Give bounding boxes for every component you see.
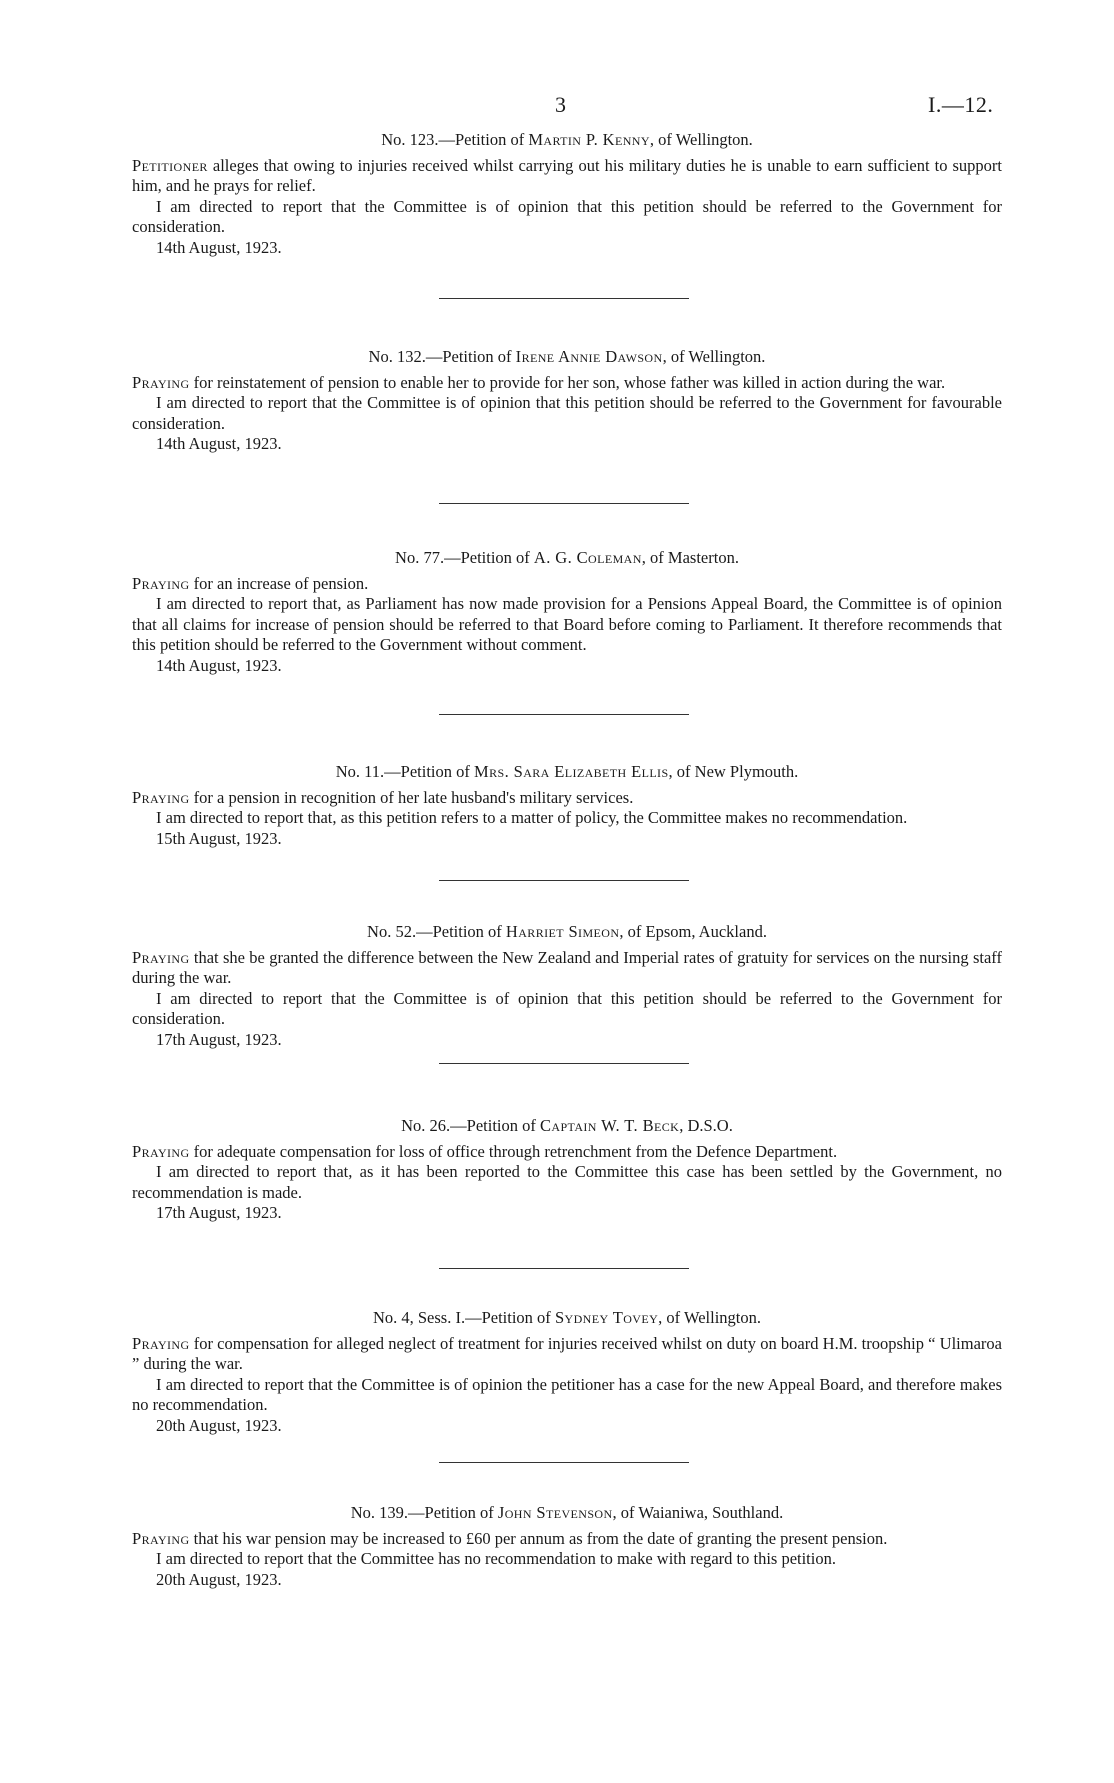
petition-title: No. 26.—Petition of Captain W. T. Beck, D.S.O. [401,1116,733,1135]
petitioner-name: Irene Annie Dawson [515,347,663,366]
petition-title: No. 139.—Petition of John Stevenson, of Waianiwa, Southland. [350,1503,784,1522]
section-divider [439,1063,689,1064]
report-date: 17th August, 1923. [156,1203,282,1222]
petition-entry [132,130,1002,258]
petition-entry [132,1503,1002,1590]
report-date: 20th August, 1923. [156,1569,282,1589]
petition-title: No. 52.—Petition of Harriet Simeon, of Epsom, Auckland. [367,922,767,941]
report-date: 17th August, 1923. [156,1029,282,1049]
petition-entry [132,762,1002,849]
petition-prayer: Praying for an increase of pension. [132,573,369,593]
petition-entry [132,922,1002,1050]
petition-prayer: Praying that his war pension may be increased to £60 per annum as from the date of granting the present pension. [132,1528,888,1548]
petition-prayer: Praying for a pension in recognition of her late husband's military services. [132,787,634,807]
report-date: 15th August, 1923. [156,828,282,848]
section-divider [439,1462,689,1463]
petitioner-name: Harriet Simeon [505,922,620,941]
petition-title: No. 123.—Petition of Martin P. Kenny, of Wellington. [381,130,753,149]
page-number: 3 [555,92,566,117]
petitioner-name: John Stevenson [497,1503,613,1522]
report-date: 14th August, 1923. [156,237,282,257]
petitioner-name: Martin P. Kenny [528,130,650,149]
petition-title: No. 11.—Petition of Mrs. Sara Elizabeth Ellis, of New Plymouth. [335,762,799,781]
petition-entry [132,1116,1002,1224]
petition-title: No. 4, Sess. I.—Petition of Sydney Tovey, of Wellington. [372,1308,762,1327]
document-reference: I.—12. [928,92,994,117]
section-divider [439,880,689,881]
section-divider [439,298,689,299]
petition-prayer: Petitioner alleges that owing to injuries received whilst carrying out his military duties he is unable to earn sufficient to support him, and he prays for relief. [132,155,1002,195]
petition-entry [132,1308,1002,1436]
section-divider [439,1268,689,1269]
committee-report: I am directed to report that the Committee is of opinion that this petition should be referred to the Government for favourable consideration. [132,393,1002,433]
committee-report: I am directed to report that the Committee is of opinion the petitioner has a case for the new Appeal Board, and therefore makes no recommendation. [132,1374,1002,1414]
committee-report: I am directed to report that, as this petition refers to a matter of policy, the Committee makes no recommendation. [156,808,908,827]
committee-report: I am directed to report that the Committee is of opinion that this petition should be referred to the Government for consideration. [132,988,1002,1028]
report-date: 14th August, 1923. [156,655,282,675]
committee-report: I am directed to report that, as it has been reported to the Committee this case has been settled by the Government, no recommendation is made. [132,1162,1002,1202]
petition-prayer: Praying for adequate compensation for loss of office through retrenchment from the Defence Department. [132,1141,838,1161]
petitioner-name: A. G. Coleman [533,548,642,567]
committee-report: I am directed to report that the Committee has no recommendation to make with regard to this petition. [156,1549,836,1568]
report-date: 20th August, 1923. [156,1415,282,1435]
petition-prayer: Praying that she be granted the difference between the New Zealand and Imperial rates of gratuity for services on the nursing staff during the war. [132,947,1002,987]
petition-prayer: Praying for reinstatement of pension to enable her to provide for her son, whose father was killed in action during the war. [132,372,946,392]
petition-title: No. 132.—Petition of Irene Annie Dawson, of Wellington. [368,347,766,366]
petitioner-name: Captain W. T. Beck [540,1116,680,1135]
section-divider [439,714,689,715]
petition-entry [132,347,1002,455]
section-divider [439,503,689,504]
petitioner-name: Mrs. Sara Elizabeth Ellis [474,762,669,781]
petition-prayer: Praying for compensation for alleged neglect of treatment for injuries received whilst on duty on board H.M. troopship “ Ulimaroa ” during the war. [132,1333,1002,1373]
petitioner-name: Sydney Tovey [554,1308,659,1327]
report-date: 14th August, 1923. [156,434,282,453]
petition-entry [132,548,1002,676]
committee-report: I am directed to report that, as Parliament has now made provision for a Pensions Appeal Board, the Committee is of opinion that all claims for increase of pension should be referred to that Board before coming to Parliament. It therefore recommends that this petition should be referred to the Government without comment. [132,594,1002,654]
petition-title: No. 77.—Petition of A. G. Coleman, of Masterton. [395,548,739,567]
committee-report: I am directed to report that the Committee is of opinion that this petition should be referred to the Government for consideration. [132,196,1002,236]
